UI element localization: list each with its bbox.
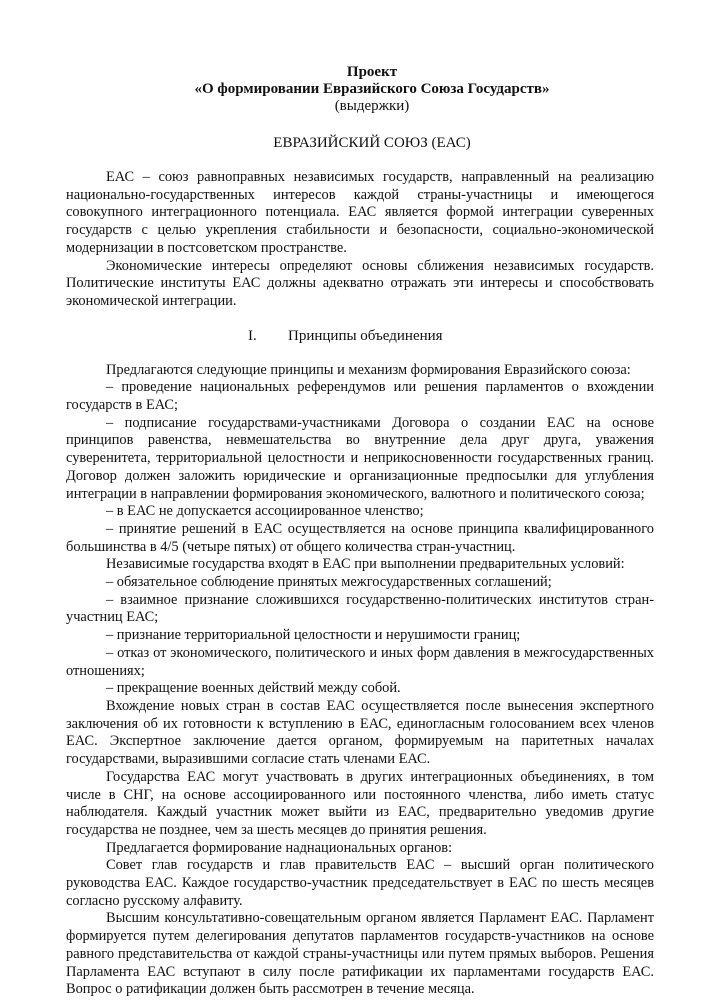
paragraph: Совет глав государств и глав правительств ЕАС – высший орган политического руководства ЕАС. Каждое государство-участник председательствует в ЕАС по шесть месяцев согласно русскому алфавиту. (66, 857, 654, 909)
chapter-title: Принципы объединения (288, 327, 443, 344)
body-text (66, 362, 654, 999)
list-item: – в ЕАС не допускается ассоциированное членство; (106, 503, 424, 520)
list-item: – прекращение военных действий между собой. (106, 680, 401, 697)
paragraph: Экономические интересы определяют основы сближения независимых государств. Политические институты ЕАС должны адекватно отражать эти интересы и способствовать экономической интеграции. (66, 257, 654, 309)
header-excerpts-note: (выдержки) (334, 98, 410, 114)
paragraph: Независимые государства входят в ЕАС при выполнении предварительных условий: (106, 556, 625, 573)
paragraph: Государства ЕАС могут участвовать в других интеграционных объединениях, в том числе в СНГ, на основе ассоциированного или постоянного членства, либо иметь статус наблюдателя. Каждый участник может выйти из ЕАС, предварительно уведомив другие государства не позднее, чем за шесть месяцев до принятия решения. (66, 768, 654, 838)
paragraph: Предлагается формирование наднациональных органов: (106, 839, 453, 856)
document-header (90, 64, 654, 115)
intro-text (66, 169, 654, 311)
list-item: – обязательное соблюдение принятых межгосударственных соглашений; (106, 574, 552, 591)
paragraph: ЕАС – союз равноправных независимых государств, направленный на реализацию национально-государственных интересов каждой страны-участницы и имеющегося совокупного интеграционного потенциала. ЕАС является формой интеграции суверенных государств с целью укрепления стабильности и безопасности, социально-экономической модернизации в постсоветском пространстве. (66, 169, 654, 256)
chapter-number: I. (248, 327, 257, 344)
list-item: – принятие решений в ЕАС осуществляется на основе принципа квалифицированного большинства в 4/5 (четыре пятых) от общего количества стран-участниц. (66, 520, 654, 555)
chapter-heading (66, 327, 654, 345)
paragraph: Вхождение новых стран в состав ЕАС осуществляется после вынесения экспертного заключения об их готовности к вступлению в ЕАС, единогласным голосованием всех членов ЕАС. Экспертное заключение дается органом, формируемым на паритетных началах государствами, выразившими согласие стать членами ЕАС. (66, 697, 654, 768)
list-item: – подписание государствами-участниками Договора о создании ЕАС на основе принципов равенства, невмешательства во внутренние дела друг друга, уважения суверенитета, территориальной целостности и неприкосновенности государственных границ. Договор должен заложить юридические и организационные предпосылки для углубления интеграции в направлении формирования экономического, валютного и политического союза; (66, 414, 654, 502)
paragraph: Высшим консультативно-совещательным органом является Парламент ЕАС. Парламент формируется путем делегирования депутатов парламентов государств-участников на основе равного представительства от каждой страны-участницы или путем прямых выборов. Решения Парламента ЕАС вступают в силу после ратификации их парламентами государств ЕАС. Вопрос о ратификации должен быть рассмотрен в течение месяца. (66, 910, 654, 998)
section-title: ЕВРАЗИЙСКИЙ СОЮЗ (ЕАС) (273, 135, 471, 151)
header-title: «О формировании Евразийского Союза Государств» (194, 81, 550, 97)
list-item: – признание территориальной целостности и нерушимости границ; (106, 627, 521, 644)
list-item: – взаимное признание сложившихся государственно-политических институтов стран-участниц ЕАС; (66, 591, 654, 626)
header-project-label: Проект (346, 64, 398, 80)
list-item: – проведение национальных референдумов или решения парламентов о вхождении государств в ЕАС; (66, 379, 654, 414)
paragraph: Предлагаются следующие принципы и механизм формирования Евразийского союза: (106, 361, 631, 378)
list-item: – отказ от экономического, политического и иных форм давления в межгосударственных отношениях; (66, 644, 654, 679)
